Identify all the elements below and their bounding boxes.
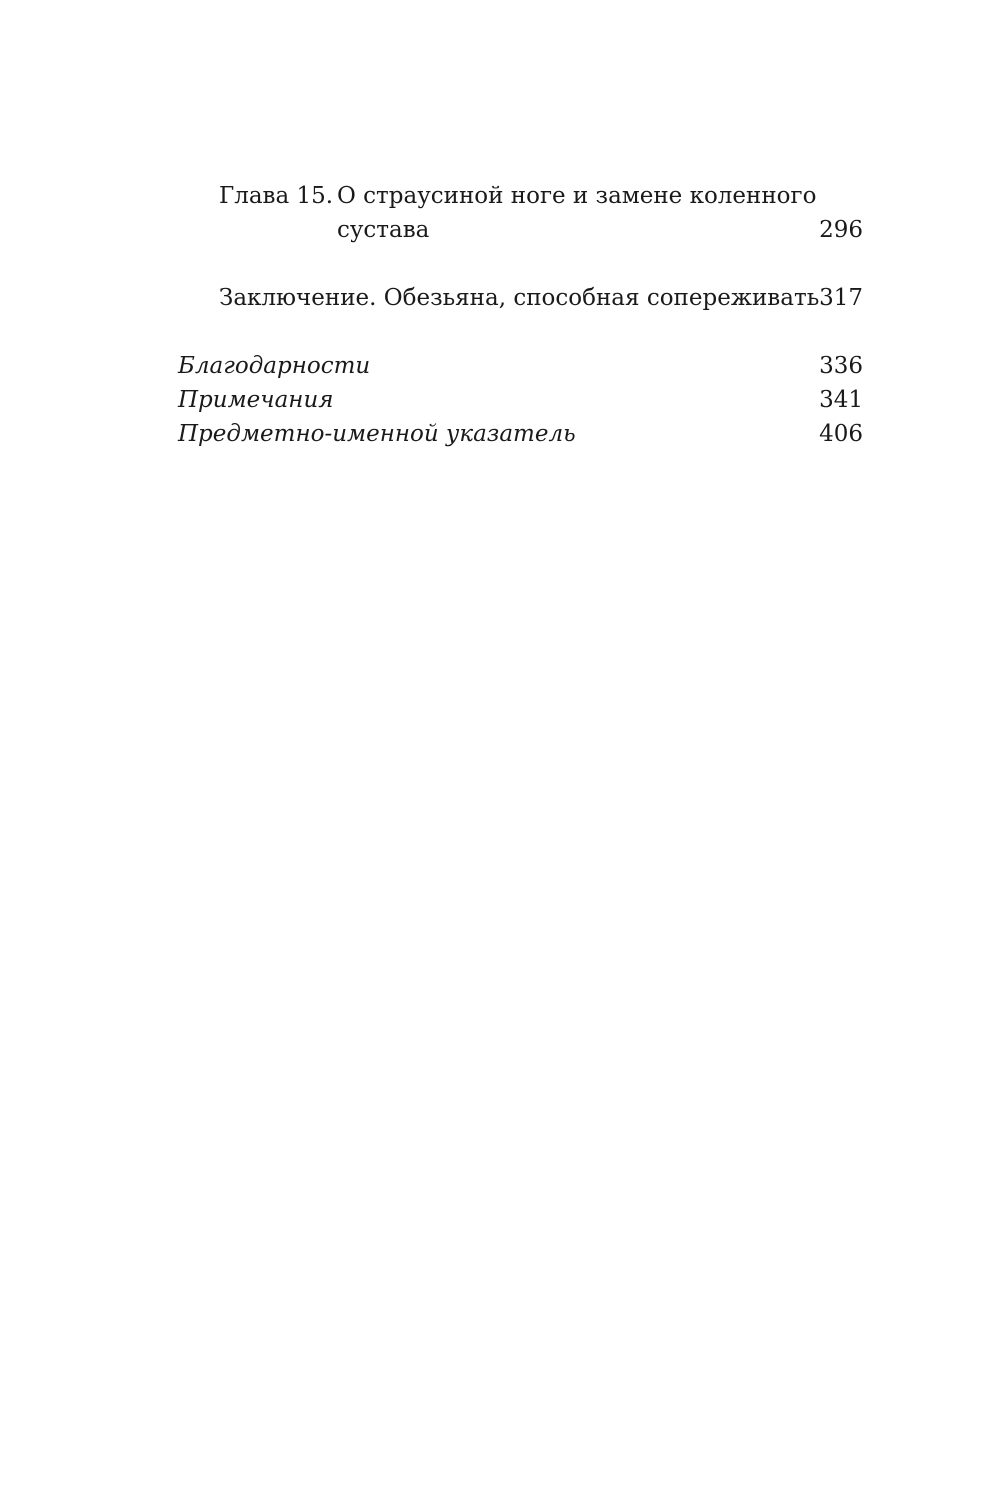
acknowledgements-page-number: 336	[819, 353, 863, 379]
chapter-page-number: 296	[819, 217, 863, 243]
index-title: Предметно-именной указатель	[178, 421, 576, 447]
conclusion-title: Заключение. Обезьяна, способная сопереживать	[219, 285, 820, 311]
conclusion-page-number: 317	[819, 285, 863, 311]
notes-title: Примечания	[178, 387, 334, 413]
chapter-label: Глава 15.	[219, 183, 334, 209]
chapter-title-line2: сустава	[337, 217, 430, 243]
notes-page-number: 341	[819, 387, 863, 413]
acknowledgements-title: Благодарности	[178, 353, 371, 379]
index-page-number: 406	[819, 421, 863, 447]
chapter-title-line1: О страусиной ноге и замене коленного	[337, 183, 817, 209]
